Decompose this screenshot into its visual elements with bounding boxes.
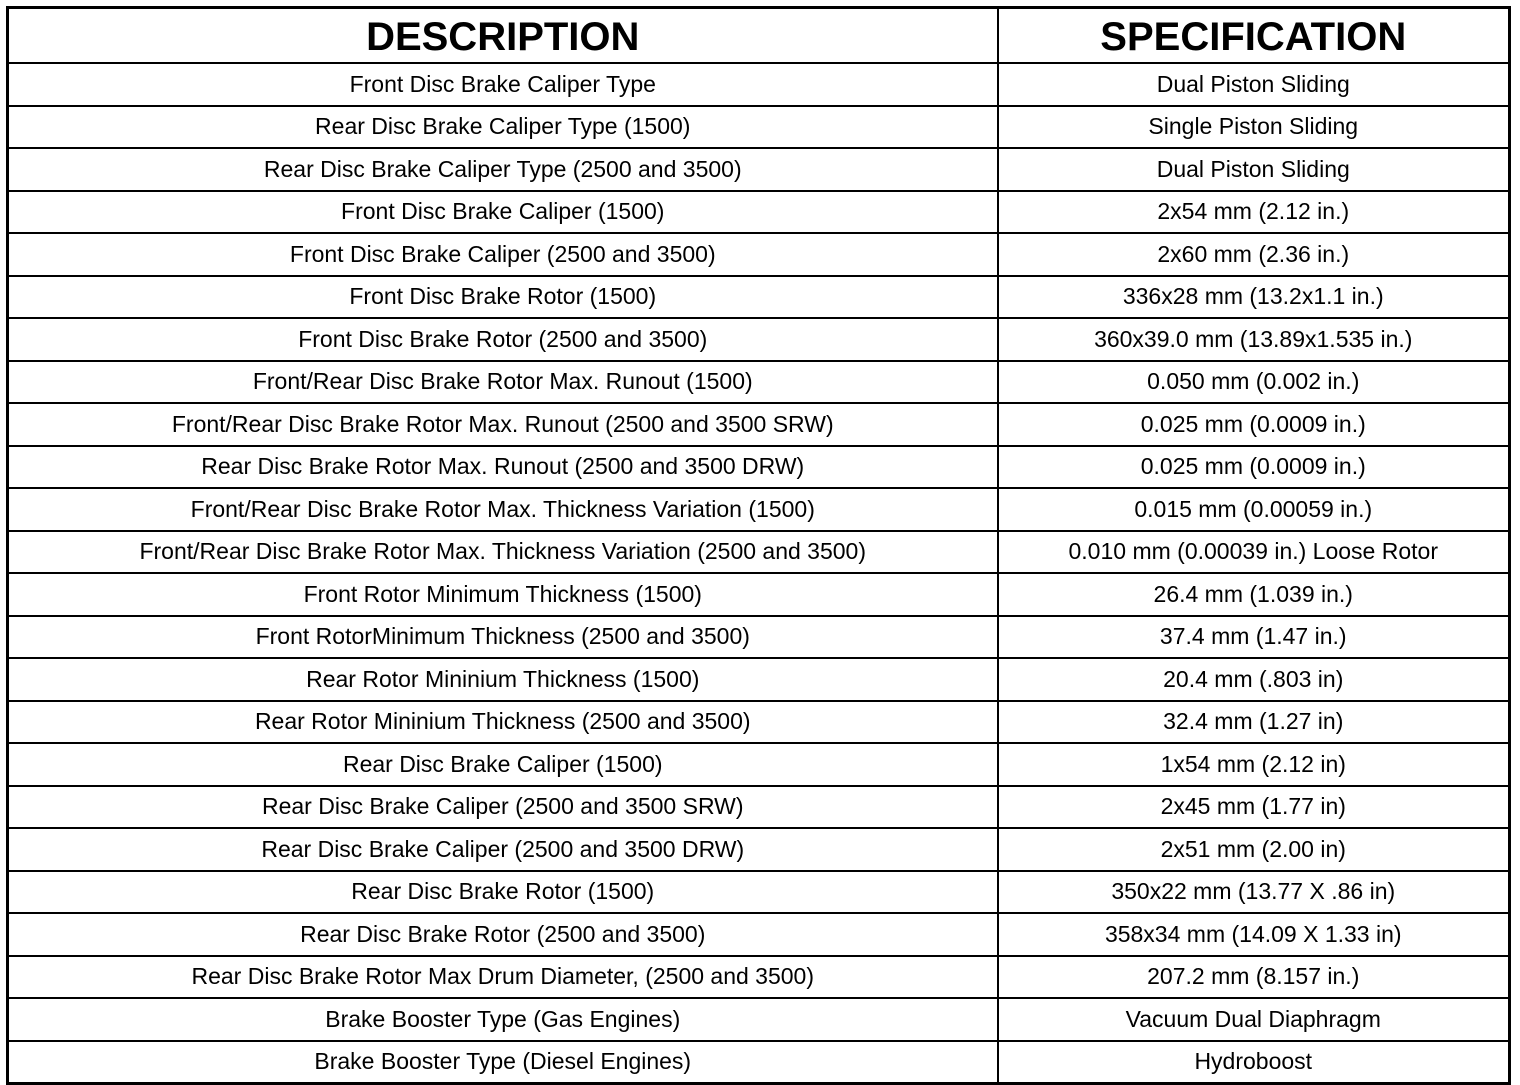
table-body: [8, 63, 1510, 1084]
specification-cell: 2x51 mm (2.00 in): [998, 828, 1510, 871]
specification-cell: 37.4 mm (1.47 in.): [998, 616, 1510, 659]
specification-cell: 2x45 mm (1.77 in): [998, 786, 1510, 829]
description-cell: Rear Disc Brake Caliper Type (2500 and 3500): [8, 148, 998, 191]
table-row: [8, 743, 1510, 786]
description-cell: Front Rotor Minimum Thickness (1500): [8, 573, 998, 616]
description-cell: Rear Disc Brake Rotor Max Drum Diameter, (2500 and 3500): [8, 956, 998, 999]
specification-cell: Single Piston Sliding: [998, 106, 1510, 149]
table-row: [8, 361, 1510, 404]
description-cell: Front RotorMinimum Thickness (2500 and 3500): [8, 616, 998, 659]
description-cell: Front Disc Brake Caliper (2500 and 3500): [8, 233, 998, 276]
description-header: DESCRIPTION: [8, 8, 998, 64]
table-row: [8, 318, 1510, 361]
description-cell: Rear Disc Brake Rotor (2500 and 3500): [8, 913, 998, 956]
table-row: [8, 531, 1510, 574]
description-cell: Brake Booster Type (Gas Engines): [8, 998, 998, 1041]
description-cell: Front Disc Brake Caliper Type: [8, 63, 998, 106]
specification-cell: 336x28 mm (13.2x1.1 in.): [998, 276, 1510, 319]
description-cell: Front Disc Brake Rotor (2500 and 3500): [8, 318, 998, 361]
description-cell: Rear Disc Brake Caliper (1500): [8, 743, 998, 786]
specification-cell: 0.025 mm (0.0009 in.): [998, 403, 1510, 446]
table-row: [8, 233, 1510, 276]
specification-header: SPECIFICATION: [998, 8, 1510, 64]
specification-cell: Hydroboost: [998, 1041, 1510, 1084]
table-row: [8, 106, 1510, 149]
specification-cell: 1x54 mm (2.12 in): [998, 743, 1510, 786]
table-row: [8, 956, 1510, 999]
description-cell: Rear Rotor Mininium Thickness (1500): [8, 658, 998, 701]
table-header-row: [8, 8, 1510, 64]
table-row: [8, 616, 1510, 659]
description-cell: Front/Rear Disc Brake Rotor Max. Runout (2500 and 3500 SRW): [8, 403, 998, 446]
table-row: [8, 148, 1510, 191]
table-row: [8, 998, 1510, 1041]
brake-specifications-table: [6, 6, 1511, 1085]
description-cell: Rear Disc Brake Rotor Max. Runout (2500 and 3500 DRW): [8, 446, 998, 489]
specification-cell: 0.050 mm (0.002 in.): [998, 361, 1510, 404]
description-cell: Front/Rear Disc Brake Rotor Max. Thickness Variation (2500 and 3500): [8, 531, 998, 574]
table-row: [8, 403, 1510, 446]
table-row: [8, 786, 1510, 829]
table-row: [8, 871, 1510, 914]
description-cell: Brake Booster Type (Diesel Engines): [8, 1041, 998, 1084]
table-row: [8, 913, 1510, 956]
table-row: [8, 488, 1510, 531]
table-row: [8, 446, 1510, 489]
table-row: [8, 828, 1510, 871]
description-cell: Rear Disc Brake Caliper Type (1500): [8, 106, 998, 149]
description-cell: Front/Rear Disc Brake Rotor Max. Thickness Variation (1500): [8, 488, 998, 531]
table-row: [8, 701, 1510, 744]
table-row: [8, 63, 1510, 106]
specification-cell: 207.2 mm (8.157 in.): [998, 956, 1510, 999]
description-cell: Rear Disc Brake Caliper (2500 and 3500 DRW): [8, 828, 998, 871]
table-row: [8, 191, 1510, 234]
specification-cell: 360x39.0 mm (13.89x1.535 in.): [998, 318, 1510, 361]
description-cell: Front/Rear Disc Brake Rotor Max. Runout (1500): [8, 361, 998, 404]
description-cell: Front Disc Brake Caliper (1500): [8, 191, 998, 234]
table-row: [8, 276, 1510, 319]
specification-cell: 0.025 mm (0.0009 in.): [998, 446, 1510, 489]
table-row: [8, 1041, 1510, 1084]
description-cell: Rear Rotor Mininium Thickness (2500 and 3500): [8, 701, 998, 744]
specification-cell: 0.015 mm (0.00059 in.): [998, 488, 1510, 531]
specification-cell: Dual Piston Sliding: [998, 63, 1510, 106]
specification-cell: 26.4 mm (1.039 in.): [998, 573, 1510, 616]
specification-cell: Vacuum Dual Diaphragm: [998, 998, 1510, 1041]
specification-cell: 350x22 mm (13.77 X .86 in): [998, 871, 1510, 914]
specification-cell: 2x54 mm (2.12 in.): [998, 191, 1510, 234]
specification-cell: 20.4 mm (.803 in): [998, 658, 1510, 701]
description-cell: Rear Disc Brake Rotor (1500): [8, 871, 998, 914]
specification-cell: 32.4 mm (1.27 in): [998, 701, 1510, 744]
specification-cell: 0.010 mm (0.00039 in.) Loose Rotor: [998, 531, 1510, 574]
specification-cell: 2x60 mm (2.36 in.): [998, 233, 1510, 276]
description-cell: Front Disc Brake Rotor (1500): [8, 276, 998, 319]
specification-cell: 358x34 mm (14.09 X 1.33 in): [998, 913, 1510, 956]
specification-cell: Dual Piston Sliding: [998, 148, 1510, 191]
table-row: [8, 573, 1510, 616]
table-row: [8, 658, 1510, 701]
description-cell: Rear Disc Brake Caliper (2500 and 3500 SRW): [8, 786, 998, 829]
